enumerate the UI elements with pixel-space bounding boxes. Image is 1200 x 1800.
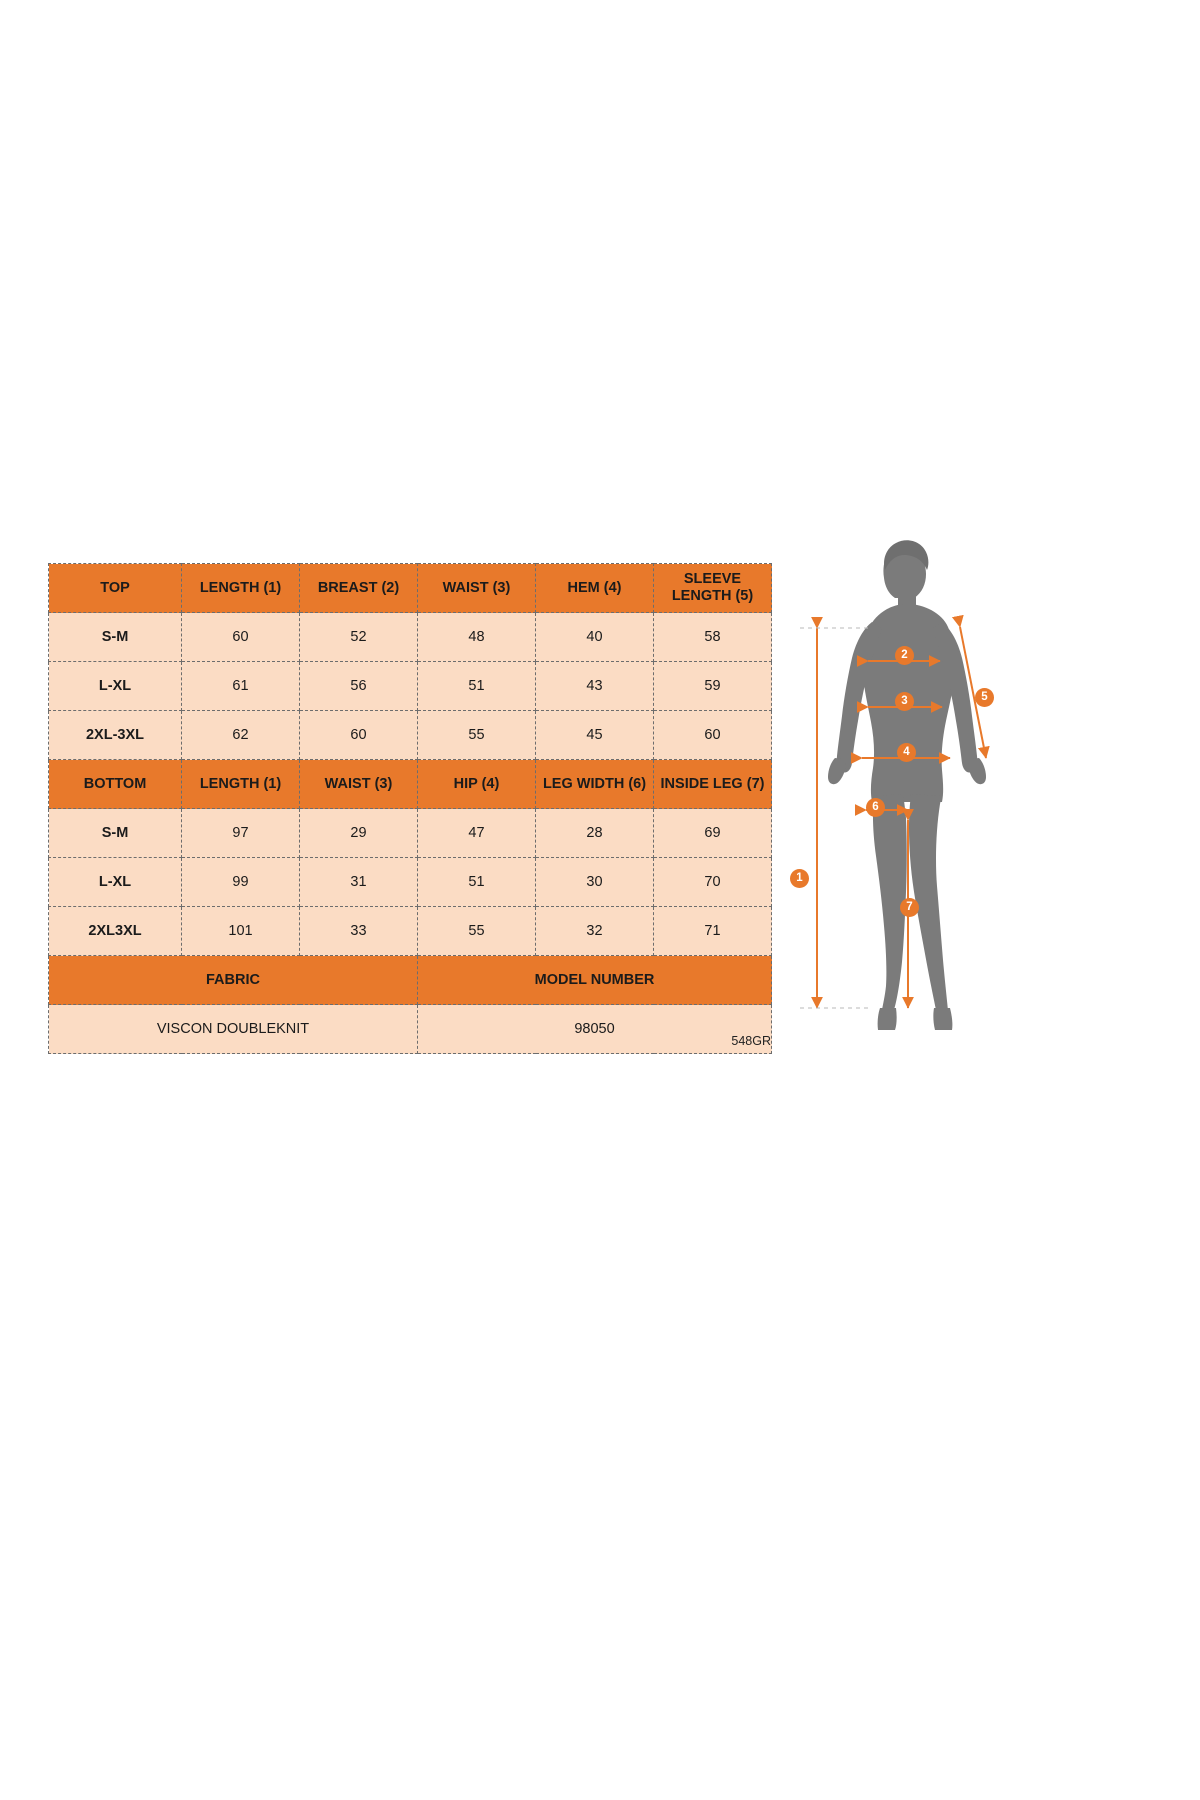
bottom-row-leg-width: 32 bbox=[536, 907, 654, 956]
top-row-hem: 40 bbox=[536, 613, 654, 662]
table-row bbox=[49, 809, 772, 858]
bottom-row-hip: 55 bbox=[418, 907, 536, 956]
bottom-header-waist: WAIST (3) bbox=[300, 760, 418, 809]
female-body-silhouette-icon bbox=[790, 530, 1090, 1060]
top-row-hem: 43 bbox=[536, 662, 654, 711]
bottom-row-inside-leg: 71 bbox=[654, 907, 772, 956]
top-row-size: L-XL bbox=[49, 662, 182, 711]
marker-3-badge: 3 bbox=[895, 692, 914, 711]
top-row-sleeve: 60 bbox=[654, 711, 772, 760]
top-row-size: 2XL-3XL bbox=[49, 711, 182, 760]
size-table bbox=[48, 563, 772, 1054]
bottom-row-leg-width: 28 bbox=[536, 809, 654, 858]
top-header-label: TOP bbox=[49, 564, 182, 613]
bottom-row-waist: 29 bbox=[300, 809, 418, 858]
size-table-container bbox=[48, 563, 771, 1054]
fabric-header: FABRIC bbox=[49, 956, 418, 1005]
top-header-sleeve-line1: SLEEVE bbox=[683, 571, 742, 588]
table-row bbox=[49, 711, 772, 760]
top-row-waist: 55 bbox=[418, 711, 536, 760]
table-row bbox=[49, 613, 772, 662]
bottom-row-length: 99 bbox=[182, 858, 300, 907]
bottom-row-hip: 51 bbox=[418, 858, 536, 907]
bottom-header-label: BOTTOM bbox=[49, 760, 182, 809]
top-row-waist: 48 bbox=[418, 613, 536, 662]
top-row-sleeve: 59 bbox=[654, 662, 772, 711]
model-number-header: MODEL NUMBER bbox=[418, 956, 772, 1005]
bottom-row-inside-leg: 70 bbox=[654, 858, 772, 907]
bottom-row-size: 2XL3XL bbox=[49, 907, 182, 956]
table-row bbox=[49, 662, 772, 711]
bottom-header-leg-width: LEG WIDTH (6) bbox=[536, 760, 654, 809]
top-header-waist: WAIST (3) bbox=[418, 564, 536, 613]
top-row-hem: 45 bbox=[536, 711, 654, 760]
marker-4-badge: 4 bbox=[897, 743, 916, 762]
top-row-length: 60 bbox=[182, 613, 300, 662]
top-row-length: 61 bbox=[182, 662, 300, 711]
bottom-header-inside-leg: INSIDE LEG (7) bbox=[654, 760, 772, 809]
table-row bbox=[49, 858, 772, 907]
bottom-row-waist: 33 bbox=[300, 907, 418, 956]
bottom-row-hip: 47 bbox=[418, 809, 536, 858]
top-header-row bbox=[49, 564, 772, 613]
footer-header-row bbox=[49, 956, 772, 1005]
product-code: 548GR bbox=[731, 1034, 771, 1048]
bottom-row-waist: 31 bbox=[300, 858, 418, 907]
bottom-row-length: 97 bbox=[182, 809, 300, 858]
top-row-breast: 52 bbox=[300, 613, 418, 662]
top-header-hem: HEM (4) bbox=[536, 564, 654, 613]
top-row-size: S-M bbox=[49, 613, 182, 662]
top-header-length: LENGTH (1) bbox=[182, 564, 300, 613]
marker-6-badge: 6 bbox=[866, 798, 885, 817]
measurement-figure bbox=[790, 530, 1090, 1060]
table-row bbox=[49, 907, 772, 956]
top-header-sleeve-length bbox=[654, 564, 772, 613]
bottom-header-hip: HIP (4) bbox=[418, 760, 536, 809]
bottom-row-size: L-XL bbox=[49, 858, 182, 907]
marker-1-badge: 1 bbox=[790, 869, 809, 888]
top-row-length: 62 bbox=[182, 711, 300, 760]
top-header-breast: BREAST (2) bbox=[300, 564, 418, 613]
marker-7-badge: 7 bbox=[900, 898, 919, 917]
bottom-row-size: S-M bbox=[49, 809, 182, 858]
top-row-sleeve: 58 bbox=[654, 613, 772, 662]
bottom-row-inside-leg: 69 bbox=[654, 809, 772, 858]
fabric-value: VISCON DOUBLEKNIT bbox=[49, 1005, 418, 1054]
bottom-row-length: 101 bbox=[182, 907, 300, 956]
top-row-breast: 60 bbox=[300, 711, 418, 760]
marker-2-badge: 2 bbox=[895, 646, 914, 665]
bottom-header-length: LENGTH (1) bbox=[182, 760, 300, 809]
top-header-sleeve-line2: LENGTH (5) bbox=[671, 588, 754, 604]
marker-5-badge: 5 bbox=[975, 688, 994, 707]
top-row-waist: 51 bbox=[418, 662, 536, 711]
top-row-breast: 56 bbox=[300, 662, 418, 711]
model-number-value: 98050 bbox=[418, 1005, 772, 1054]
bottom-header-row bbox=[49, 760, 772, 809]
bottom-row-leg-width: 30 bbox=[536, 858, 654, 907]
